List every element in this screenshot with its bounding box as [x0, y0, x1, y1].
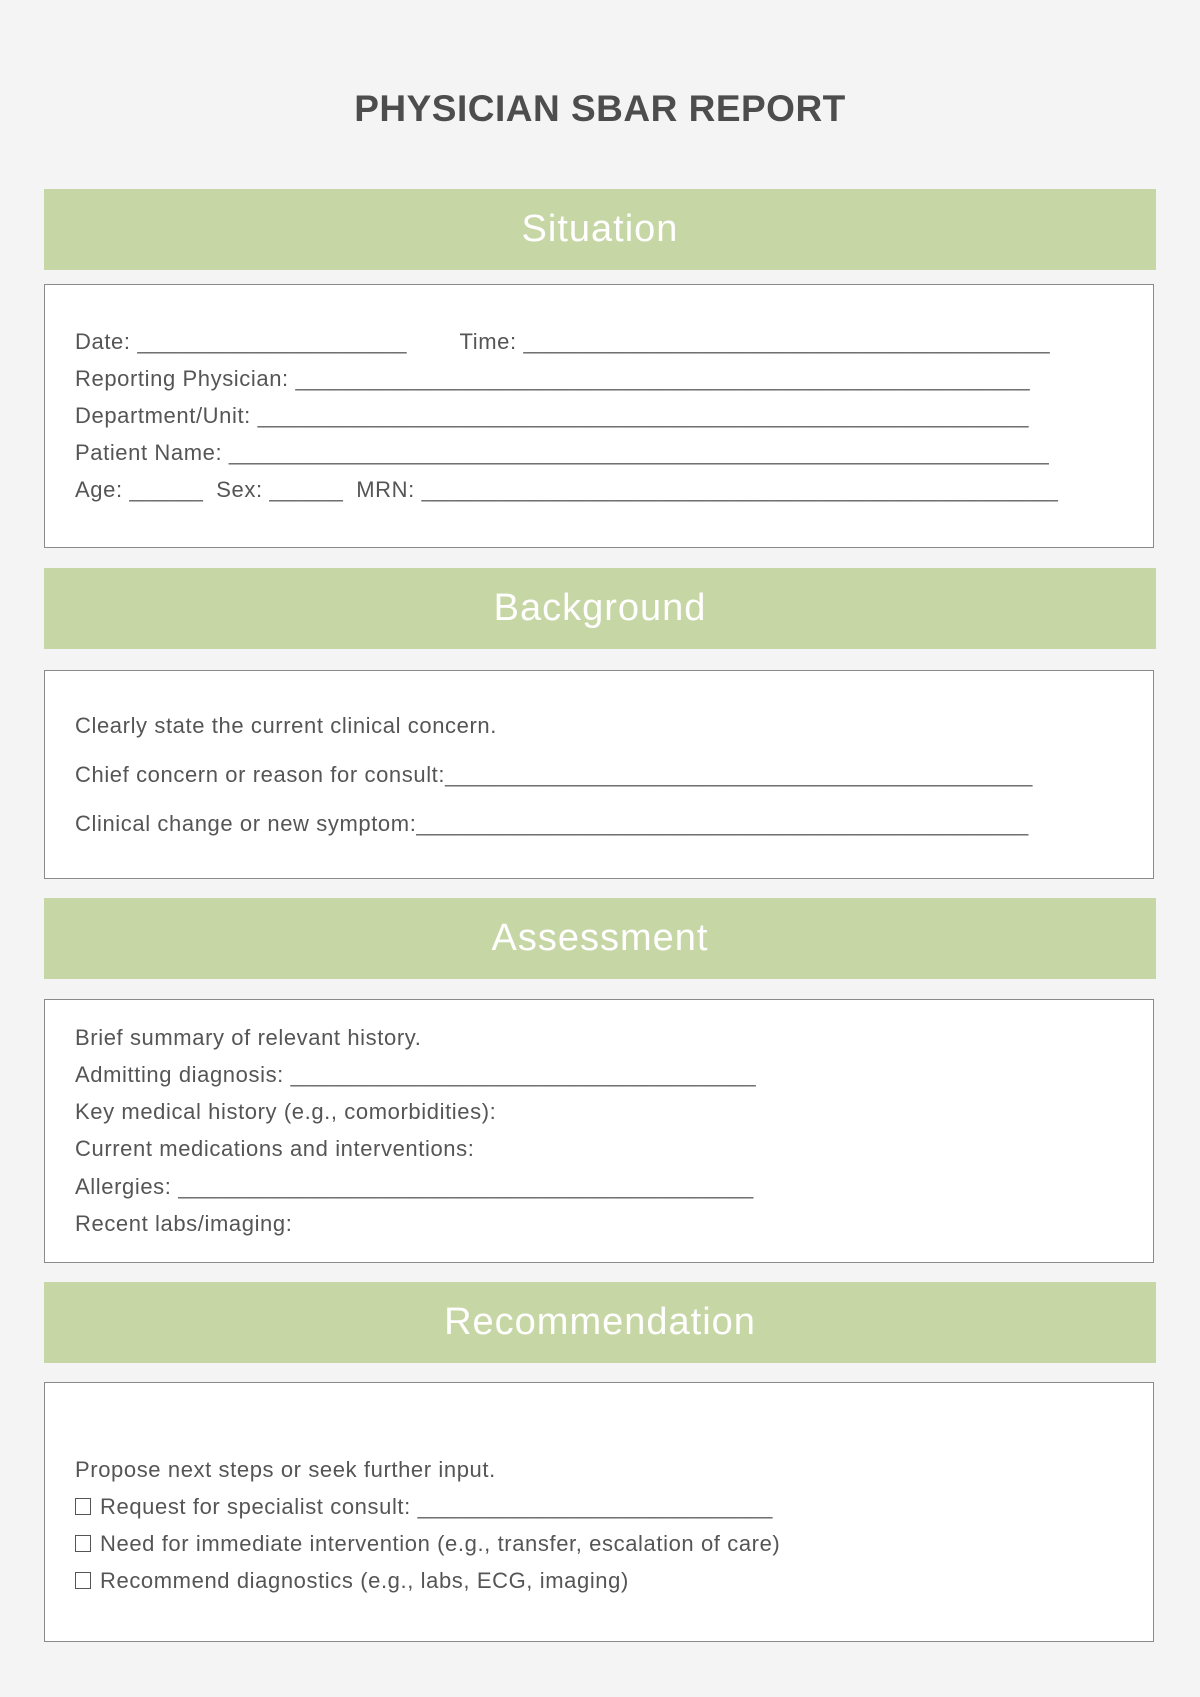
situation-box [44, 284, 1154, 548]
age-sex-mrn-row [75, 477, 1058, 503]
option-label: Need for immediate intervention (e.g., transfer, escalation of care) [100, 1531, 781, 1556]
chief-concern-field[interactable]: ________________________________________________ [445, 762, 1033, 787]
checkbox[interactable] [75, 1498, 91, 1515]
age-label: Age: [75, 477, 123, 502]
checkbox[interactable] [75, 1535, 91, 1552]
mrn-field[interactable]: ____________________________________________________ [421, 477, 1058, 502]
recommendation-intro: Propose next steps or seek further input. [75, 1457, 496, 1482]
recommendation-box [44, 1382, 1154, 1642]
section-header-assessment: Assessment [44, 898, 1156, 979]
labs-label: Recent labs/imaging: [75, 1211, 293, 1236]
section-header-recommendation: Recommendation [44, 1282, 1156, 1363]
reporting-physician-row [75, 366, 1030, 392]
background-box [44, 670, 1154, 879]
option-recommend-diagnostics[interactable] [75, 1568, 629, 1594]
reporting-physician-label: Reporting Physician: [75, 366, 289, 391]
option-immediate-intervention[interactable] [75, 1531, 780, 1557]
mrn-label: MRN: [356, 477, 415, 502]
admitting-diagnosis-field[interactable]: ______________________________________ [290, 1062, 756, 1087]
clinical-change-field[interactable]: __________________________________________________ [416, 811, 1029, 836]
time-label: Time: [459, 329, 517, 354]
assessment-intro: Brief summary of relevant history. [75, 1025, 422, 1050]
department-field[interactable]: _______________________________________________________________ [257, 403, 1029, 428]
clinical-change-label: Clinical change or new symptom: [75, 811, 417, 836]
date-label: Date: [75, 329, 131, 354]
department-label: Department/Unit: [75, 403, 251, 428]
age-field[interactable]: ______ [129, 477, 203, 502]
section-header-background: Background [44, 568, 1156, 649]
page-title: PHYSICIAN SBAR REPORT [354, 88, 846, 129]
specialist-consult-field[interactable]: _____________________________ [417, 1494, 773, 1519]
date-field[interactable]: ______________________ [137, 329, 407, 354]
time-field[interactable]: ___________________________________________ [523, 329, 1050, 354]
reporting-physician-field[interactable]: ____________________________________________________________ [295, 366, 1030, 391]
patient-name-field[interactable]: ___________________________________________________________________ [228, 440, 1049, 465]
option-label: Recommend diagnostics (e.g., labs, ECG, imaging) [100, 1568, 629, 1593]
allergies-field[interactable]: _______________________________________________ [178, 1174, 754, 1199]
sex-field[interactable]: ______ [269, 477, 343, 502]
background-intro: Clearly state the current clinical concern. [75, 713, 497, 738]
date-time-row [75, 329, 1050, 355]
department-row [75, 403, 1028, 429]
allergies-row [75, 1174, 753, 1200]
patient-name-row [75, 440, 1049, 466]
option-specialist-consult[interactable] [75, 1494, 772, 1520]
admitting-diagnosis-label: Admitting diagnosis: [75, 1062, 284, 1087]
option-label: Request for specialist consult: [100, 1494, 411, 1519]
medications-label: Current medications and interventions: [75, 1136, 475, 1161]
chief-concern-row [75, 762, 1032, 788]
checkbox[interactable] [75, 1572, 91, 1589]
section-header-situation: Situation [44, 189, 1156, 270]
medical-history-label: Key medical history (e.g., comorbidities): [75, 1099, 497, 1124]
admitting-diagnosis-row [75, 1062, 756, 1088]
sex-label: Sex: [216, 477, 263, 502]
assessment-box [44, 999, 1154, 1263]
clinical-change-row [75, 811, 1028, 837]
allergies-label: Allergies: [75, 1174, 172, 1199]
chief-concern-label: Chief concern or reason for consult: [75, 762, 446, 787]
patient-name-label: Patient Name: [75, 440, 223, 465]
